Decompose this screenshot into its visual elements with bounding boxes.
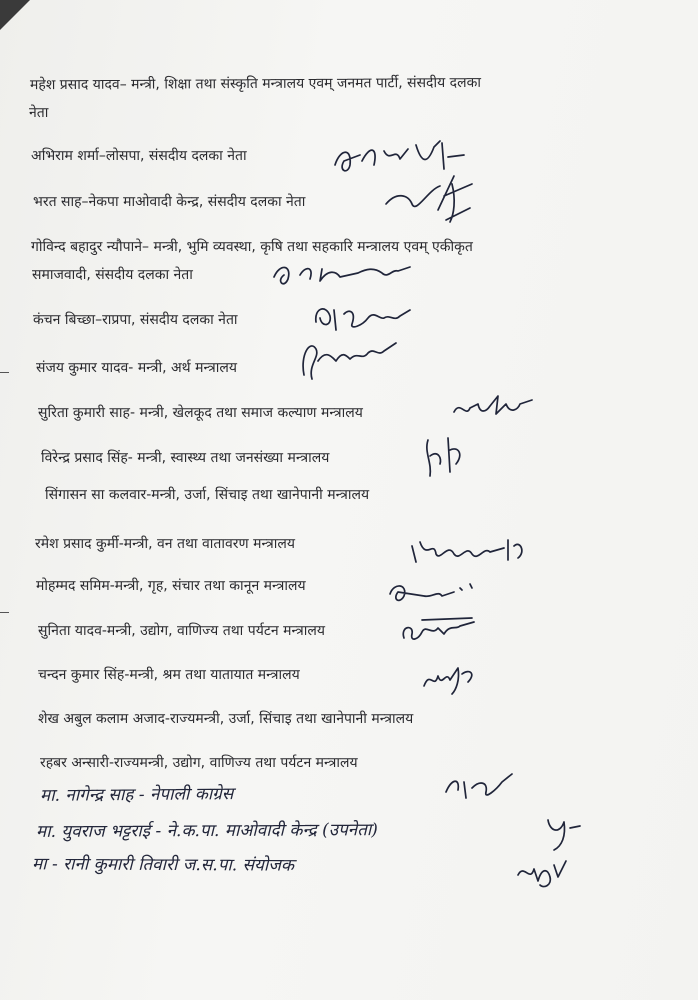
entry-line: मोहम्मद समिम-मन्त्री, गृह, संचार तथा कानून मन्त्रालय bbox=[36, 578, 306, 594]
entry-line: रहबर अन्सारी-राज्यमन्त्री, उद्योग, वाणिज्य तथा पर्यटन मन्त्रालय bbox=[40, 755, 358, 771]
entry-line: चन्दन कुमार सिंह-मन्त्री, श्रम तथा यातायात मन्त्रालय bbox=[38, 667, 300, 683]
signature-sanjay-yadav bbox=[296, 335, 406, 385]
entry-line: सिंगासन सा कलवार-मन्त्री, उर्जा, सिंचाइ तथा खानेपानी मन्त्रालय bbox=[45, 487, 370, 503]
signature-rani-tiwari bbox=[514, 855, 574, 891]
entry-line: महेश प्रसाद यादव– मन्त्री, शिक्षा तथा संस्कृति मन्त्रालय एवम् जनमत पार्टी, संसदीय दलका bbox=[29, 74, 482, 94]
entry-line: कंचन बिच्छा–राप्रपा, संसदीय दलका नेता bbox=[33, 312, 238, 328]
margin-mark bbox=[0, 612, 9, 613]
entry-line: समाजवादी, संसदीय दलका नेता bbox=[32, 267, 193, 283]
entry-line: सुरिता कुमारी साह- मन्त्री, खेलकूद तथा समाज कल्याण मन्त्रालय bbox=[38, 405, 363, 421]
margin-mark bbox=[0, 372, 9, 373]
signature-govinda-neupane bbox=[270, 255, 420, 295]
entry-line: रमेश प्रसाद कुर्मी-मन्त्री, वन तथा वातावरण मन्त्रालय bbox=[35, 536, 295, 552]
handwritten-line: मा - रानी कुमारी तिवारी ज.स.पा. संयोजक bbox=[31, 854, 295, 876]
entry-line: विरेन्द्र प्रसाद सिंह- मन्त्री, स्वास्थ्य तथा जनसंख्या मन्त्रालय bbox=[41, 450, 330, 466]
signature-surita-sah bbox=[450, 392, 540, 422]
entry-line: संजय कुमार यादव- मन्त्री, अर्थ मन्त्रालय bbox=[36, 360, 237, 376]
signature-mohammad-samim bbox=[384, 578, 484, 608]
signature-nagendra-sah bbox=[440, 770, 520, 810]
entry-line: सुनिता यादव-मन्त्री, उद्योग, वाणिज्य तथा पर्यटन मन्त्रालय bbox=[38, 623, 325, 639]
entry-line: नेता bbox=[29, 105, 49, 121]
signature-birendra-singh bbox=[420, 434, 470, 482]
signature-ramesh-kurmi bbox=[408, 532, 528, 568]
folded-corner bbox=[0, 0, 30, 30]
handwritten-line: मा. युवराज भट्टराई - ने.क.पा. माओवादी केन्द्र (उपनेता) bbox=[35, 820, 378, 842]
signature-sunita-yadav bbox=[398, 614, 482, 648]
entry-line: गोविन्द बहादुर न्यौपाने– मन्त्री, भुमि व्यवस्था, कृषि तथा सहकारि मन्त्रालय एवम् एकीकृत bbox=[31, 239, 473, 255]
entry-line: अभिराम शर्मा–लोसपा, संसदीय दलका नेता bbox=[31, 148, 247, 164]
signature-bharat-sah bbox=[382, 170, 482, 230]
signature-kanchan-bichha bbox=[310, 300, 420, 336]
entry-line: शेख अबुल कलाम अजाद-राज्यमन्त्री, उर्जा, सिंचाइ तथा खानेपानी मन्त्रालय bbox=[38, 711, 414, 727]
handwritten-line: मा. नागेन्द्र साह - नेपाली काग्रेस bbox=[39, 784, 234, 806]
entry-line: भरत साह–नेकपा माओवादी केन्द्र, संसदीय दलका नेता bbox=[33, 194, 306, 210]
signature-yubaraj-bhattarai bbox=[540, 808, 590, 854]
signature-chandan-singh bbox=[420, 660, 480, 696]
